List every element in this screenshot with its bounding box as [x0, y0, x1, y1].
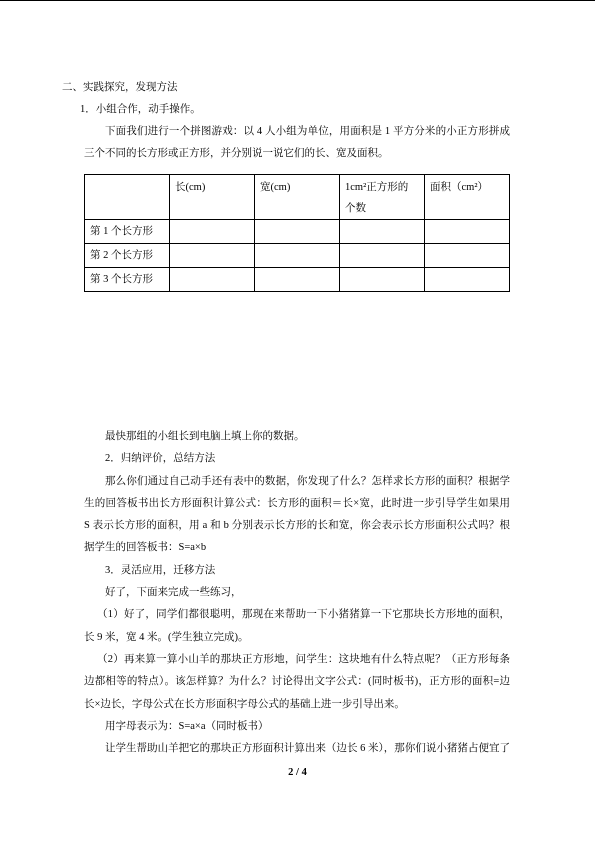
table-row — [85, 220, 510, 244]
step-2-paragraph-line: 那么你们通过自己动手还有表中的数据，你发现了什么？怎样求长方形的面积？根据学 — [105, 475, 510, 487]
formula-line: 用字母表示为：S=a×a（同时板书） — [105, 720, 269, 732]
row-label: 第 3 个长方形 — [85, 268, 170, 292]
table-cell[interactable] — [170, 244, 255, 268]
step-1-instruction-line: 三个不同的长方形或正方形，并分别说一说它们的长、宽及面积。 — [84, 148, 389, 159]
table-cell[interactable] — [255, 220, 340, 244]
table-row — [85, 244, 510, 268]
table-row — [85, 268, 510, 292]
after-table-note: 最快那组的小组长到电脑上填上你的数据。 — [105, 431, 305, 442]
step-2-paragraph-line: S 表示长方形的面积，用 a 和 b 分别表示长方形的长和宽，你会表示长方形面积公式吗？根 — [84, 520, 510, 532]
table-header-length: 长(cm) — [170, 175, 255, 220]
table-header-area: 面积（cm²） — [425, 175, 510, 220]
table-cell[interactable] — [340, 220, 425, 244]
step-2-title: 2．归纳评价，总结方法 — [105, 453, 216, 465]
exercise-2-line: （2）再来算一算小山羊的那块正方形地，问学生：这块地有什么特点呢？（正方形每条 — [97, 653, 510, 665]
step-1-title: 1．小组合作，动手操作。 — [80, 104, 201, 115]
row-label: 第 2 个长方形 — [85, 244, 170, 268]
data-table — [84, 174, 510, 292]
table-cell[interactable] — [255, 244, 340, 268]
step-2-paragraph-line: 生的回答板书出长方形面积计算公式：长方形的面积＝长×宽，此时进一步引导学生如果用 — [84, 497, 510, 509]
exercise-1-line: 长 9 米，宽 4 米。(学生独立完成)。 — [84, 631, 249, 643]
step-3-title: 3．灵活应用，迁移方法 — [105, 564, 216, 576]
table-cell[interactable] — [340, 268, 425, 292]
page-header-rule — [0, 0, 595, 1]
table-header-row — [85, 175, 510, 220]
steps-2-3-block — [84, 426, 510, 760]
exercise-2-line: 边都相等的特点）。该怎样算？为什么？讨论得出文字公式：(同时板书)，正方形的面积=边 — [84, 676, 510, 688]
row-label: 第 1 个长方形 — [85, 220, 170, 244]
table-cell[interactable] — [255, 268, 340, 292]
exercise-1-line: （1）好了，同学们都很聪明，那现在来帮助一下小猪猪算一下它那块长方形地的面积， — [97, 609, 510, 621]
step-1-instruction-line: 下面我们进行一个拼图游戏：以 4 人小组为单位，用面积是 1 平方分米的小正方形拼成 — [105, 126, 510, 137]
step-3-intro: 好了，下面来完成一些练习， — [105, 587, 242, 599]
table-cell[interactable] — [425, 268, 510, 292]
table-cell[interactable] — [425, 220, 510, 244]
table-corner-cell — [85, 175, 170, 220]
table-header-square-count: 1cm²正方形的个数 — [340, 175, 425, 220]
page-number: 2 / 4 — [288, 767, 307, 778]
step-2-paragraph-line: 据学生的回答板书：S=a×b — [84, 542, 207, 554]
table-cell[interactable] — [340, 244, 425, 268]
step-1-block — [62, 77, 510, 165]
closing-line: 让学生帮助山羊把它的那块正方形面积计算出来（边长 6 米），那你们说小猪猪占便宜了 — [105, 743, 510, 755]
exercise-2-line: 长×边长，字母公式在长方形面积字母公式的基础上进一步引导出来。 — [84, 698, 405, 710]
table-header-width: 宽(cm) — [255, 175, 340, 220]
table-cell[interactable] — [170, 220, 255, 244]
section-heading: 二、实践探究，发现方法 — [62, 82, 178, 93]
table-cell[interactable] — [425, 244, 510, 268]
table-cell[interactable] — [170, 268, 255, 292]
